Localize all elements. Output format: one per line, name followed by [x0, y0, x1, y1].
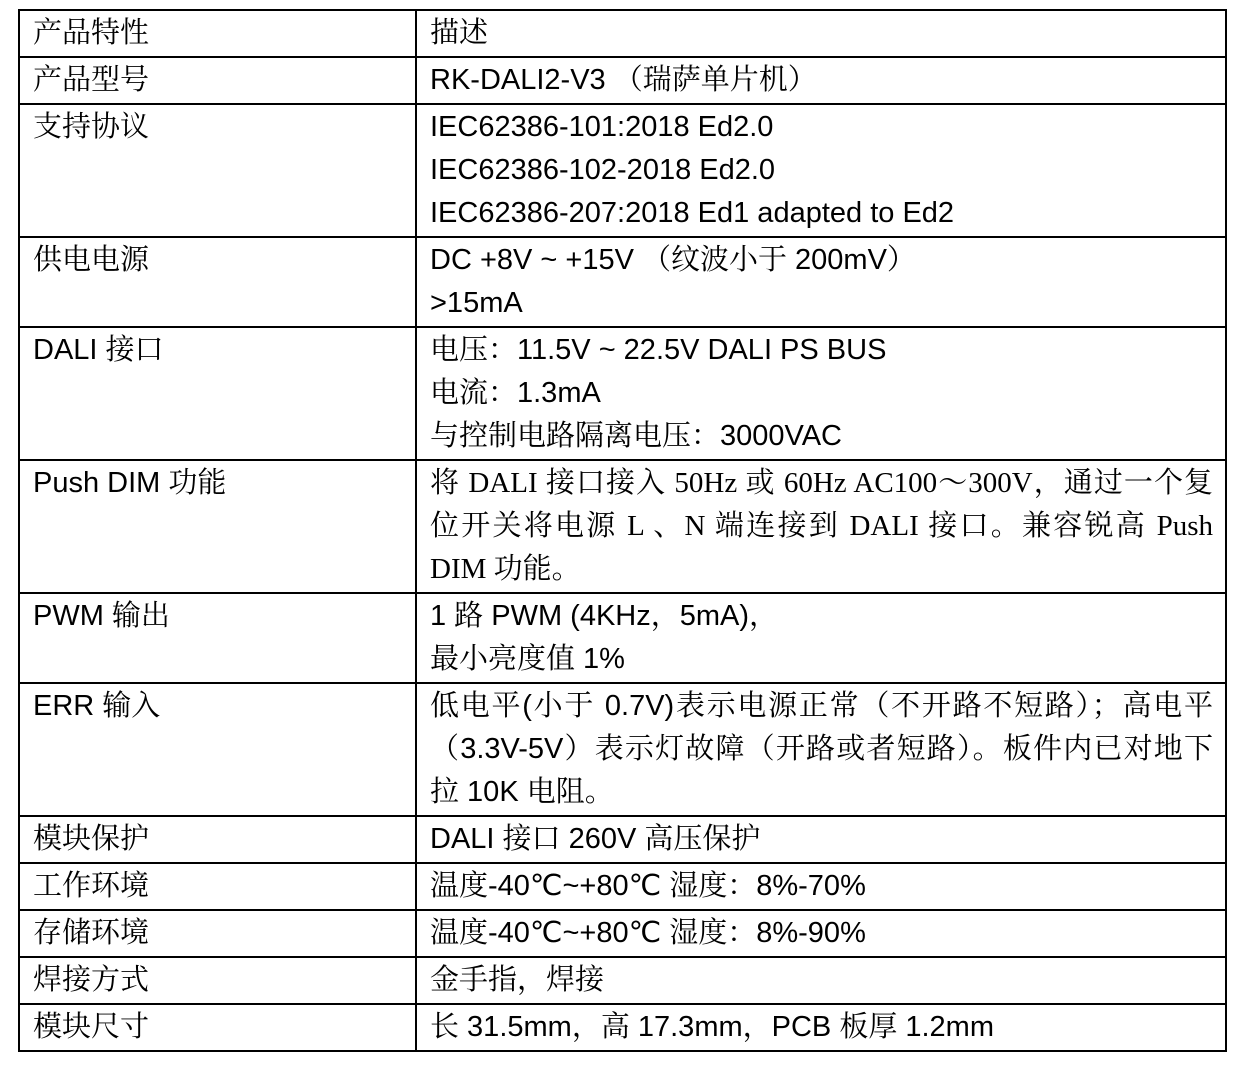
feature-cell: [19, 593, 416, 683]
table-row: [19, 57, 1226, 104]
table-row: [19, 910, 1226, 957]
description-cell: [416, 910, 1226, 957]
description-cell: [416, 57, 1226, 104]
description-cell: [416, 237, 1226, 327]
header-feature-label: 产品特性: [33, 17, 150, 49]
feature-cell: [19, 327, 416, 460]
description-line: 电压：11.5V ~ 22.5V DALI PS BUS: [430, 334, 887, 366]
description-cell: [416, 816, 1226, 863]
description-line: 温度-40℃~+80℃ 湿度：8%-90%: [430, 917, 866, 949]
description-cell: [416, 683, 1226, 816]
table-row: [19, 460, 1226, 593]
table-row: [19, 237, 1226, 327]
description-cell: [416, 460, 1226, 593]
description-line: RK-DALI2-V3 （瑞萨单片机）: [430, 64, 817, 96]
description-line: >15mA: [430, 287, 523, 319]
document-page: [18, 9, 1227, 1052]
feature-label: 工作环境: [33, 870, 150, 902]
description-cell: [416, 1004, 1226, 1051]
description-line: IEC62386-101:2018 Ed2.0: [430, 111, 774, 143]
feature-label: 模块保护: [33, 823, 150, 855]
description-line: 与控制电路隔离电压：3000VAC: [430, 420, 842, 452]
description-paragraph: 将 DALI 接口接入 50Hz 或 60Hz AC100～300V，通过一个复位开关将电源 L 、N 端连接到 DALI 接口。兼容锐高 Push DIM 功能。: [430, 467, 1213, 585]
feature-cell: [19, 816, 416, 863]
description-cell: [416, 327, 1226, 460]
table-row: [19, 1004, 1226, 1051]
description-line: 长 31.5mm，高 17.3mm，PCB 板厚 1.2mm: [430, 1011, 994, 1043]
feature-cell: [19, 683, 416, 816]
description-line: IEC62386-102-2018 Ed2.0: [430, 154, 776, 186]
table-row: [19, 104, 1226, 237]
header-feature-cell: [19, 10, 416, 57]
feature-label: 焊接方式: [33, 964, 150, 996]
description-line: 1 路 PWM (4KHz，5mA)，: [430, 600, 779, 632]
description-paragraph: 低电平(小于 0.7V)表示电源正常（不开路不短路）；高电平（3.3V-5V）表示灯故障（开路或者短路）。板件内已对地下拉 10K 电阻。: [430, 690, 1213, 808]
feature-label: 产品型号: [33, 64, 150, 96]
feature-cell: [19, 104, 416, 237]
description-cell: [416, 957, 1226, 1004]
feature-label: Push DIM 功能: [33, 467, 227, 499]
table-row: [19, 683, 1226, 816]
header-description-cell: [416, 10, 1226, 57]
description-line: 温度-40℃~+80℃ 湿度：8%-70%: [430, 870, 866, 902]
feature-label: PWM 输出: [33, 600, 170, 632]
table-header-row: [19, 10, 1226, 57]
table-row: [19, 816, 1226, 863]
description-cell: [416, 593, 1226, 683]
description-line: DC +8V ~ +15V （纹波小于 200mV）: [430, 244, 916, 276]
feature-label: 支持协议: [33, 111, 150, 143]
feature-cell: [19, 57, 416, 104]
table-row: [19, 957, 1226, 1004]
description-line: DALI 接口 260V 高压保护: [430, 823, 761, 855]
feature-cell: [19, 1004, 416, 1051]
description-line: 金手指，焊接: [430, 964, 605, 996]
table-row: [19, 593, 1226, 683]
feature-cell: [19, 957, 416, 1004]
feature-label: 供电电源: [33, 244, 150, 276]
description-cell: [416, 104, 1226, 237]
feature-label: 模块尺寸: [33, 1011, 150, 1043]
description-line: 最小亮度值 1%: [430, 643, 625, 675]
description-line: IEC62386-207:2018 Ed1 adapted to Ed2: [430, 197, 955, 229]
description-cell: [416, 863, 1226, 910]
table-row: [19, 327, 1226, 460]
feature-label: ERR 输入: [33, 690, 161, 722]
table-row: [19, 863, 1226, 910]
feature-label: 存储环境: [33, 917, 150, 949]
product-spec-table: [18, 9, 1227, 1052]
feature-cell: [19, 460, 416, 593]
feature-cell: [19, 237, 416, 327]
header-description-label: 描述: [430, 17, 489, 49]
description-line: 电流：1.3mA: [430, 377, 601, 409]
feature-label: DALI 接口: [33, 334, 164, 366]
feature-cell: [19, 910, 416, 957]
feature-cell: [19, 863, 416, 910]
